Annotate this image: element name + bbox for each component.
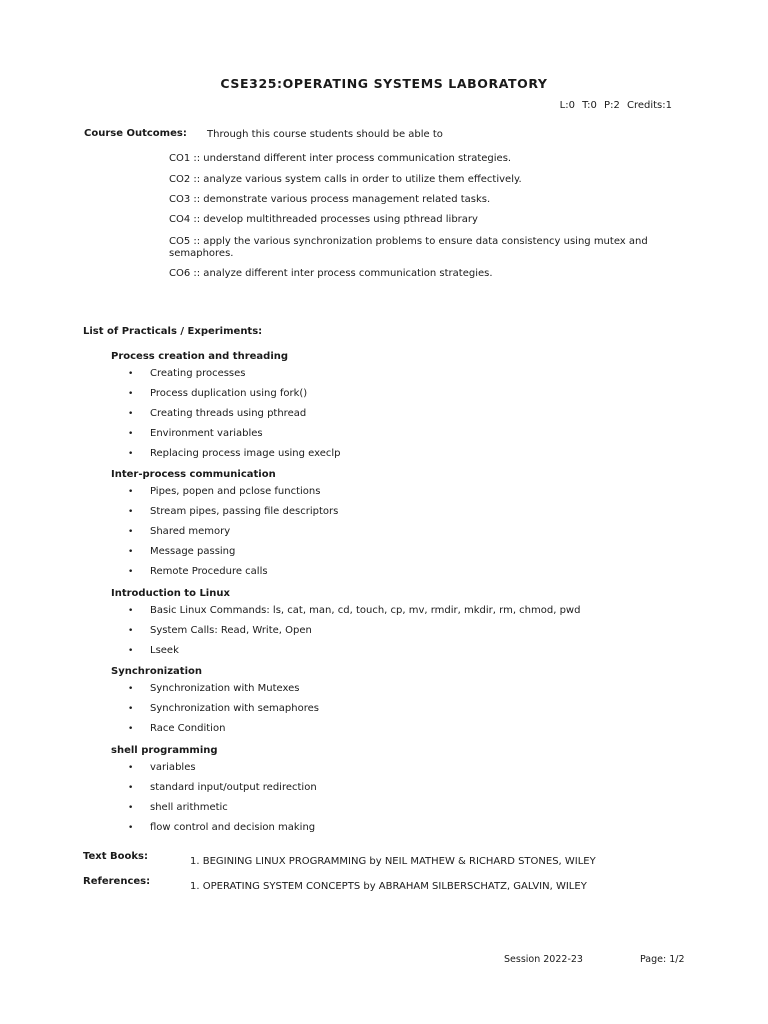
- bullet: •: [128, 547, 134, 557]
- course-outcome-co1: CO1 :: understand different inter process communication strategies.: [169, 153, 512, 164]
- list-item: Environment variables: [150, 428, 263, 439]
- list-item: Creating threads using pthread: [150, 408, 307, 419]
- bullet: •: [128, 823, 134, 833]
- bullet: •: [128, 487, 134, 497]
- bullet: •: [128, 567, 134, 577]
- bullet: •: [128, 606, 134, 616]
- text-books-label: Text Books:: [83, 851, 148, 862]
- reference-item: 1. OPERATING SYSTEM CONCEPTS by ABRAHAM SILBERSCHATZ, GALVIN, WILEY: [190, 881, 587, 892]
- course-outcome-co3: CO3 :: demonstrate various process management related tasks.: [169, 194, 491, 205]
- section-title: Process creation and threading: [111, 351, 289, 362]
- course-outcomes-label: Course Outcomes:: [84, 128, 187, 139]
- course-outcome-co2: CO2 :: analyze various system calls in order to utilize them effectively.: [169, 174, 522, 185]
- list-item: variables: [150, 762, 196, 773]
- list-item: Process duplication using fork(): [150, 388, 308, 399]
- bullet: •: [128, 409, 134, 419]
- section-title: Introduction to Linux: [111, 588, 230, 599]
- bullet: •: [128, 803, 134, 813]
- bullet: •: [128, 626, 134, 636]
- course-outcome-co4: CO4 :: develop multithreaded processes using pthread library: [169, 214, 478, 225]
- bullet: •: [128, 507, 134, 517]
- list-item: Basic Linux Commands: ls, cat, man, cd, touch, cp, mv, rmdir, mkdir, rm, chmod, pwd: [150, 605, 581, 616]
- list-item: System Calls: Read, Write, Open: [150, 625, 312, 636]
- list-item: flow control and decision making: [150, 822, 316, 833]
- bullet: •: [128, 763, 134, 773]
- practicals-heading: List of Practicals / Experiments:: [83, 326, 263, 337]
- course-outcome-co6: CO6 :: analyze different inter process communication strategies.: [169, 268, 493, 279]
- list-item: Lseek: [150, 645, 179, 656]
- list-item: Race Condition: [150, 723, 226, 734]
- section-title: Inter-process communication: [111, 469, 276, 480]
- bullet: •: [128, 783, 134, 793]
- bullet: •: [128, 646, 134, 656]
- bullet: •: [128, 429, 134, 439]
- list-item: Synchronization with semaphores: [150, 703, 319, 714]
- list-item: Shared memory: [150, 526, 231, 537]
- section-title: Synchronization: [111, 666, 203, 677]
- list-item: Creating processes: [150, 368, 246, 379]
- bullet: •: [128, 527, 134, 537]
- text-book-item: 1. BEGINING LINUX PROGRAMMING by NEIL MATHEW & RICHARD STONES, WILEY: [190, 856, 596, 867]
- bullet: •: [128, 449, 134, 459]
- bullet: •: [128, 704, 134, 714]
- course-outcomes-intro: Through this course students should be able to: [207, 129, 443, 140]
- list-item: Stream pipes, passing file descriptors: [150, 506, 339, 517]
- list-item: Synchronization with Mutexes: [150, 683, 300, 694]
- page-title: CSE325:OPERATING SYSTEMS LABORATORY: [220, 76, 548, 91]
- course-outcome-co5: CO5 :: apply the various synchronization problems to ensure data consistency using mutex and semaphores.: [169, 236, 648, 259]
- bullet: •: [128, 724, 134, 734]
- list-item: standard input/output redirection: [150, 782, 317, 793]
- bullet: •: [128, 389, 134, 399]
- bullet: •: [128, 369, 134, 379]
- list-item: Pipes, popen and pclose functions: [150, 486, 321, 497]
- list-item: shell arithmetic: [150, 802, 228, 813]
- credits-line: L:0 T:0 P:2 Credits:1: [559, 100, 672, 111]
- section-title: shell programming: [111, 745, 218, 756]
- list-item: Remote Procedure calls: [150, 566, 268, 577]
- bullet: •: [128, 684, 134, 694]
- footer-session: Session 2022-23: [504, 954, 583, 965]
- footer-page-number: Page: 1/2: [640, 954, 685, 965]
- list-item: Replacing process image using execlp: [150, 448, 341, 459]
- references-label: References:: [83, 876, 151, 887]
- list-item: Message passing: [150, 546, 236, 557]
